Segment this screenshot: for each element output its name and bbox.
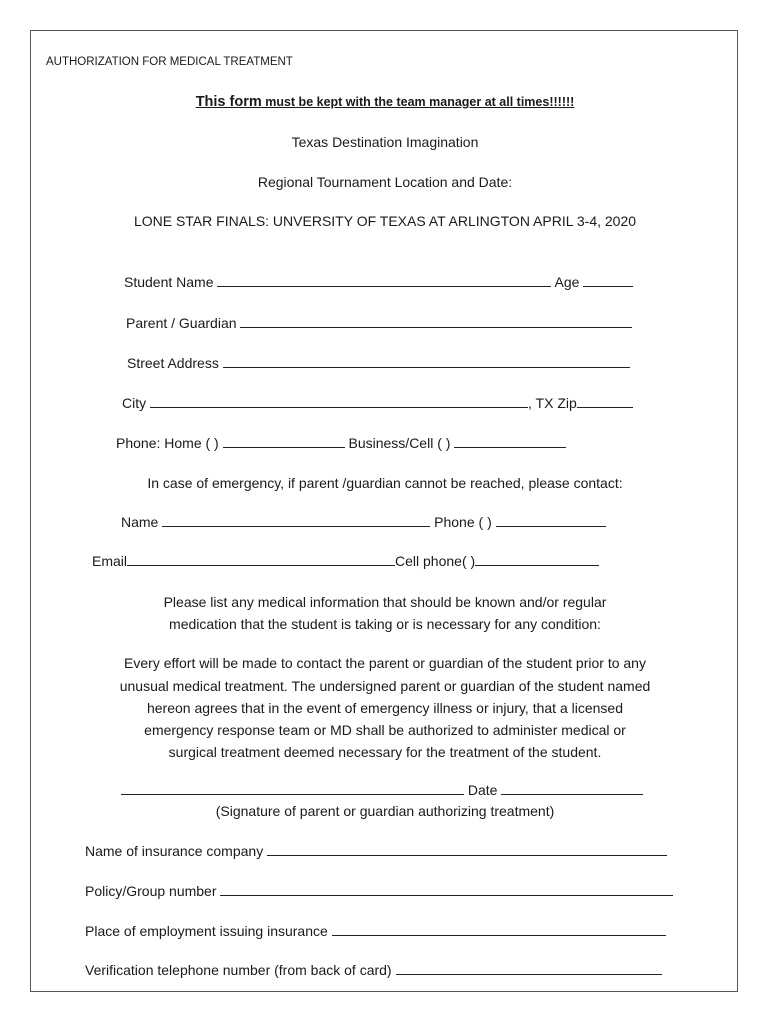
tx-zip-label: , TX Zip [528,395,577,411]
policy-number-field[interactable] [220,883,673,896]
emergency-phone-field[interactable] [496,514,606,527]
authorization-line-4: emergency response team or MD shall be authorized to administer medical or [144,722,626,738]
phone-row [116,434,566,452]
emergency-contact-row [121,513,606,531]
email-field[interactable] [127,553,395,566]
business-cell-field[interactable] [454,435,566,448]
city-label: City [122,395,147,411]
parent-guardian-row [126,314,632,332]
emergency-name-field[interactable] [162,514,430,527]
home-phone-field[interactable] [223,435,345,448]
street-address-label: Street Address [127,355,219,371]
insurance-company-field[interactable] [267,843,667,856]
emergency-name-label: Name [121,514,159,530]
emergency-phone-label: Phone ( ) [434,514,492,530]
student-name-field[interactable] [217,274,551,287]
form-header: AUTHORIZATION FOR MEDICAL TREATMENT [46,56,293,68]
email-row [92,552,599,570]
verification-phone-row [85,961,662,979]
policy-number-label: Policy/Group number [85,883,217,899]
verification-phone-field[interactable] [396,962,662,975]
emergency-contact-note: In case of emergency, if parent /guardian cannot be reached, please contact: [147,475,623,491]
signature-caption: (Signature of parent or guardian authorizing treatment) [215,803,555,819]
authorization-line-3: hereon agrees that in the event of emergency illness or injury, that a licensed [146,700,623,716]
event-name: LONE STAR FINALS: UNVERSITY OF TEXAS AT ARLINGTON APRIL 3-4, 2020 [133,213,637,229]
employer-row [85,922,666,940]
street-address-row [127,354,630,372]
organization-name: Texas Destination Imagination [291,134,479,150]
notice-part-1: This form [195,94,262,110]
insurance-company-row [85,842,667,860]
insurance-company-label: Name of insurance company [85,843,264,859]
authorization-line-2: unusual medical treatment. The undersigned parent or guardian of the student named [119,678,651,694]
home-phone-label: Phone: Home ( ) [116,435,219,451]
city-field[interactable] [150,395,528,408]
keep-with-manager-notice [0,92,770,111]
street-address-field[interactable] [223,355,630,368]
business-cell-label: Business/Cell ( ) [348,435,451,451]
medical-info-line-2: medication that the student is taking or is necessary for any condition: [169,616,601,632]
signature-field[interactable] [121,782,464,795]
parent-guardian-field[interactable] [240,315,632,328]
authorization-line-1: Every effort will be made to contact the parent or guardian of the student prior to any [124,655,646,671]
employer-field[interactable] [332,923,666,936]
date-field[interactable] [501,782,643,795]
city-row [122,394,633,412]
signature-row [121,781,643,799]
student-name-row [124,273,633,291]
cell-phone-label: Cell phone( ) [395,553,476,569]
location-heading: Regional Tournament Location and Date: [257,174,513,190]
age-field[interactable] [583,274,633,287]
age-label: Age [554,274,580,290]
date-label: Date [467,782,498,798]
verification-phone-label: Verification telephone number (from back of card) [85,962,392,978]
zip-field[interactable] [577,395,633,408]
cell-phone-field[interactable] [475,553,599,566]
notice-part-2: must be kept with the team manager at all times!!!!!! [261,95,575,109]
medical-info-line-1: Please list any medical information that should be known and/or regular [163,594,607,610]
employer-label: Place of employment issuing insurance [85,923,328,939]
email-label: Email [92,553,128,569]
parent-guardian-label: Parent / Guardian [126,315,237,331]
student-name-label: Student Name [124,274,214,290]
policy-number-row [85,882,673,900]
authorization-line-5: surgical treatment deemed necessary for the treatment of the student. [168,744,602,760]
